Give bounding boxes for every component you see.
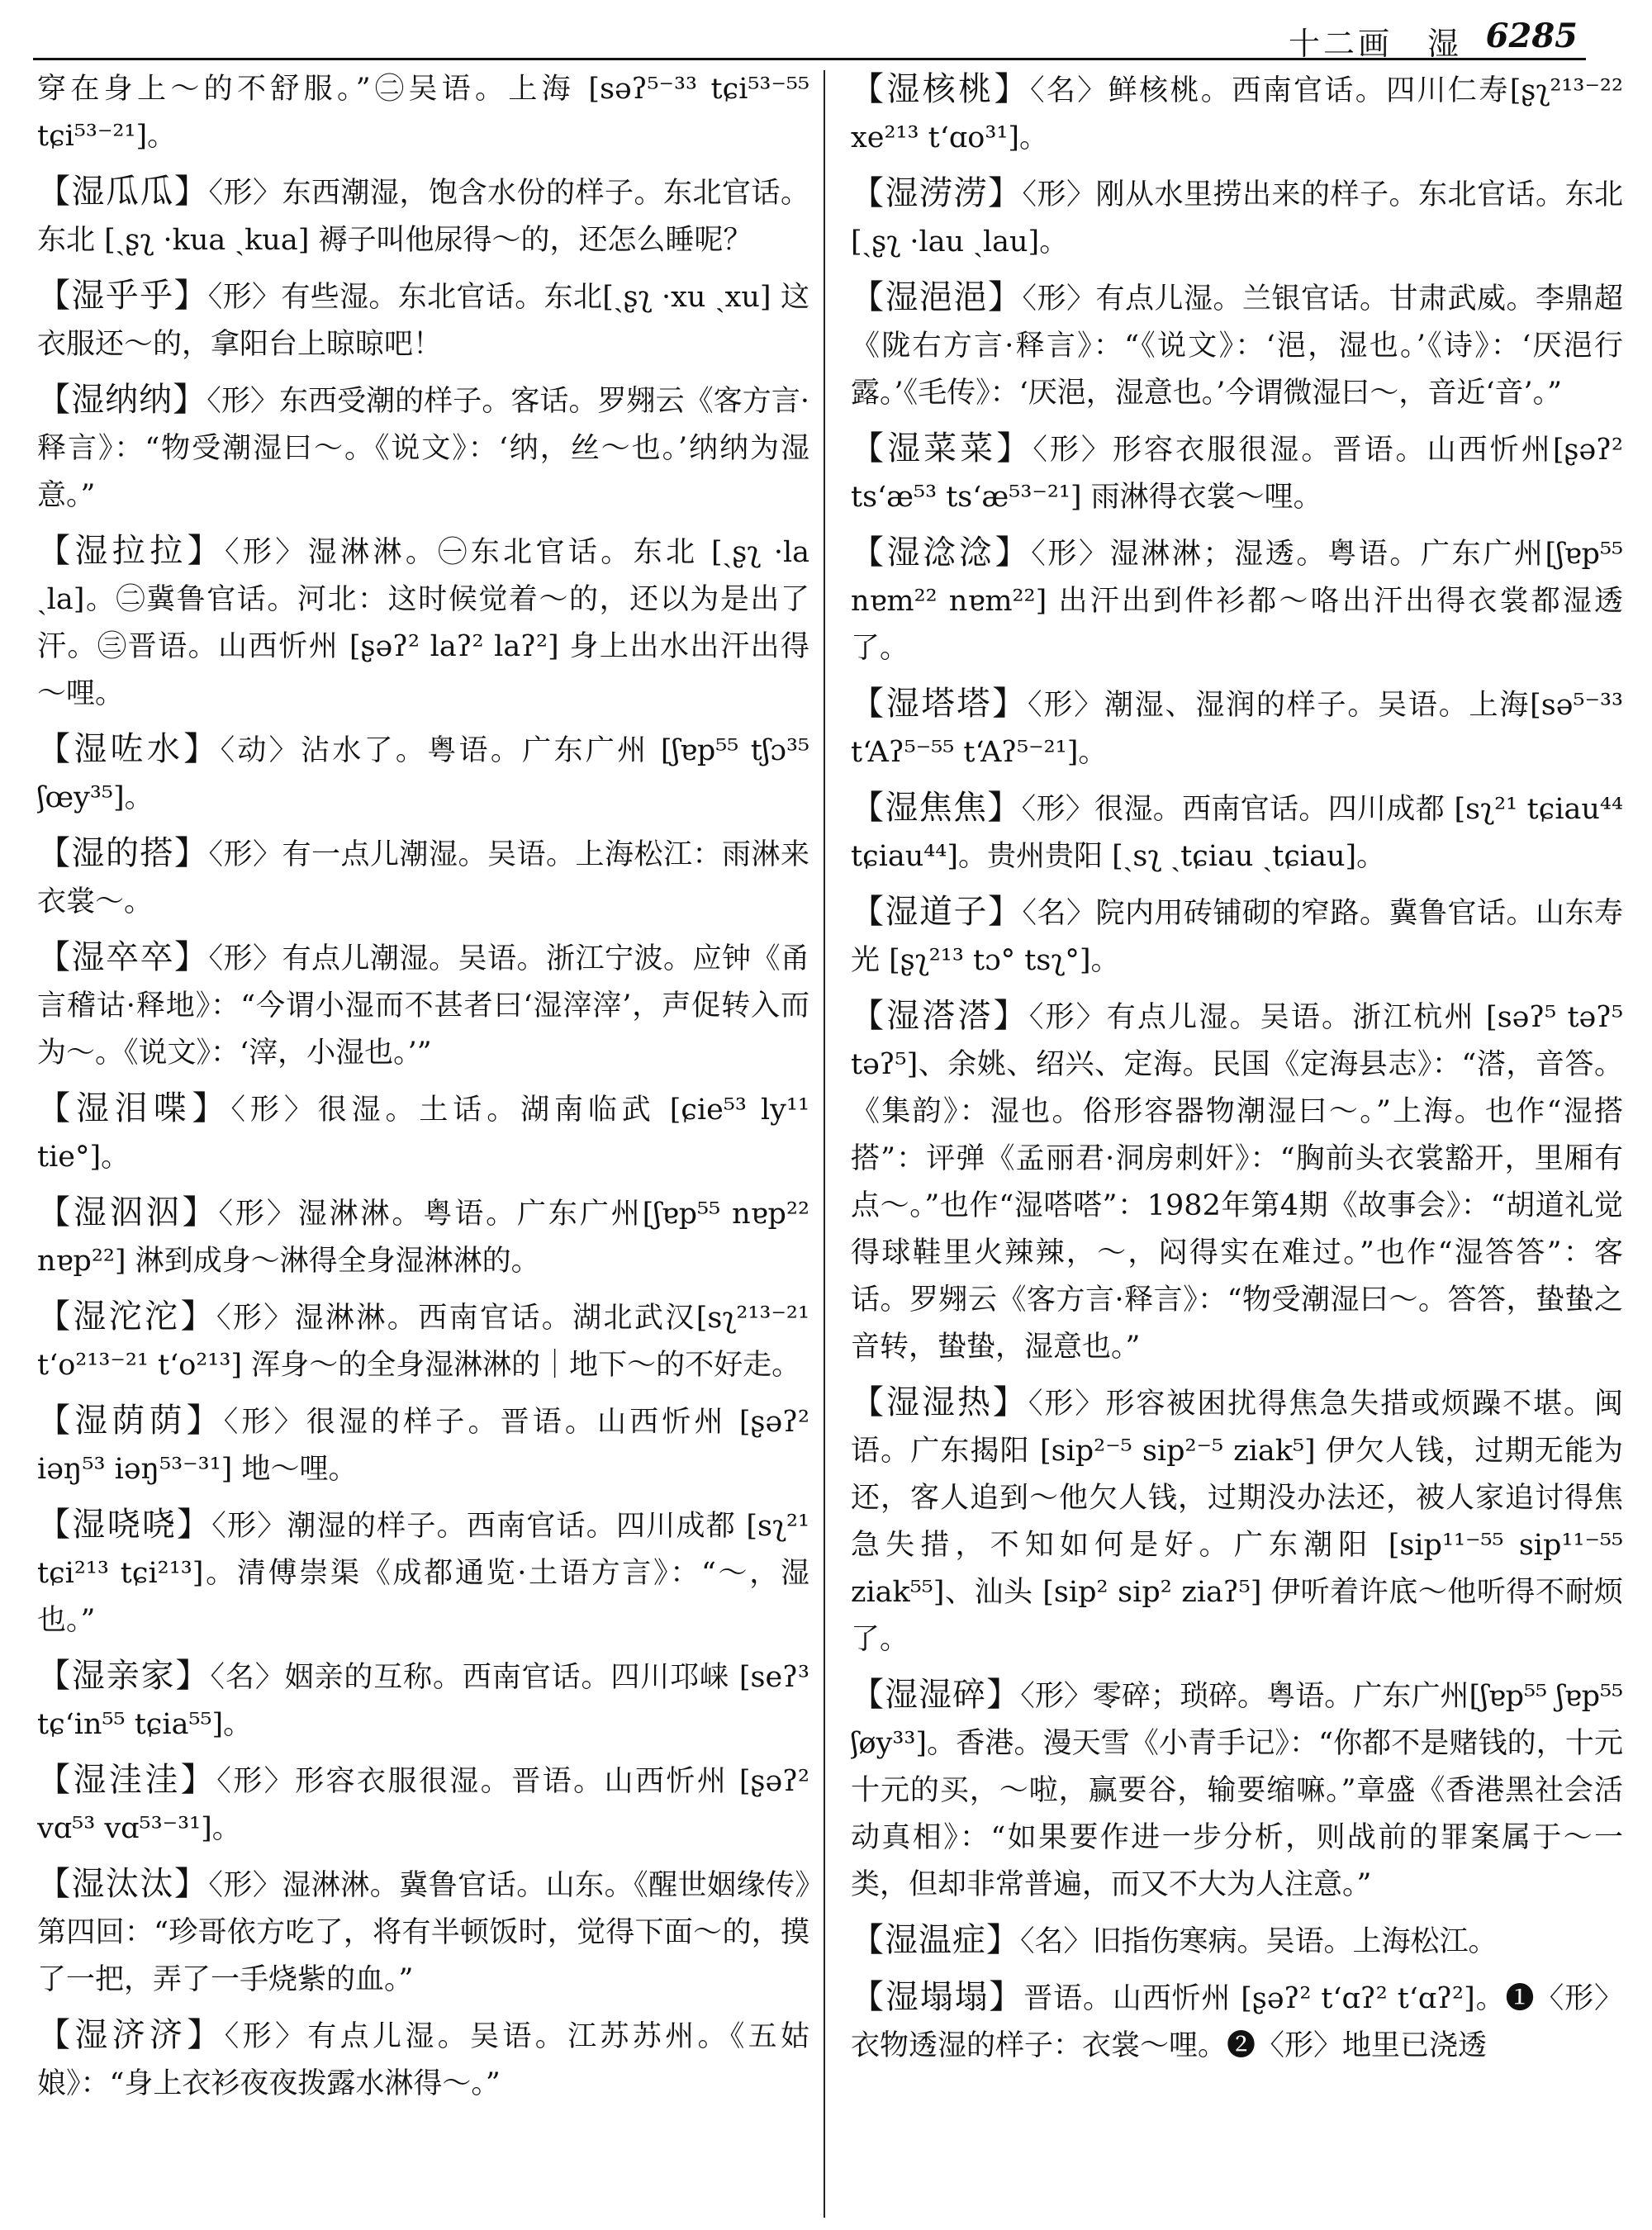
entry-definition: 〈形〉形容衣服很湿。晋语。山西忻州[ʂəʔ² ts‘æ⁵³ ts‘æ⁵³⁻²¹] 雨淋得衣裳～哩。 <box>851 434 1623 514</box>
dictionary-entry <box>851 66 1623 162</box>
dictionary-entry <box>37 1502 809 1644</box>
entry-headword: 【 湿泅泅 】 <box>37 1193 219 1231</box>
dictionary-entry <box>851 681 1623 776</box>
dictionary-entry <box>37 273 809 368</box>
entry-headword: 【 湿焦焦 】 <box>851 789 1022 827</box>
dictionary-entry <box>851 1379 1623 1663</box>
page-header <box>33 17 1586 60</box>
entry-headword: 【 湿道子 】 <box>851 893 1023 931</box>
entry-definition: 〈形〉湿淋淋。粤语。广东广州[ʃɐp⁵⁵ nɐp²² nɐp²²] 淋到成身～淋得全身湿淋淋的。 <box>37 1198 809 1278</box>
entry-headword: 【 湿菜菜 】 <box>851 429 1032 467</box>
entry-definition: 〈形〉有点儿湿。吴语。江苏苏州。《五姑娘》：“身上衣衫夜夜拨露水淋得～。” <box>37 2020 809 2100</box>
entry-headword: 【 湿咗水 】 <box>37 730 221 768</box>
entry-headword: 【 湿核桃 】 <box>851 70 1030 108</box>
entry-definition: 〈形〉有点儿湿。吴语。浙江杭州 [səʔ⁵ təʔ⁵ təʔ⁵]、余姚、绍兴、定海。民国《定海县志》：“溚，音答。《集韵》：湿也。俗形容器物潮湿曰～。”上海。也作“湿搭搭”：评弹《孟丽君·洞房刺奸》：“胸前头衣裳豁开，里厢有点～。”也作“湿嗒嗒”：1982年第4期《故事会》：“胡道礼觉得球鞋里火辣辣，～，闷得实在难过。”也作“湿答答”：客话。罗翙云《客方言·释言》：“物受潮湿曰～。答答，蛰蛰之音转，蛰蛰，湿意也。” <box>851 1001 1623 1364</box>
dictionary-entry <box>37 1397 809 1493</box>
entry-headword: 【 湿瓜瓜 】 <box>37 173 209 211</box>
entry-headword: 【 湿洼洼 】 <box>37 1761 216 1799</box>
dictionary-entry <box>851 1672 1623 1909</box>
entry-definition: 〈动〉沾水了。粤语。广东广州 [ʃɐp⁵⁵ tʃɔ³⁵ ʃœy³⁵]。 <box>37 734 809 814</box>
entry-headword: 【 湿湿碎 】 <box>851 1676 1020 1714</box>
left-column <box>37 66 809 2230</box>
entry-definition: 〈形〉有点儿潮湿。吴语。浙江宁波。应钟《甬言稽诂·释地》：“今谓小湿而不甚者曰‘湿滓滓’，声促转入而为～。《说文》：‘滓，小湿也。’” <box>37 942 809 1070</box>
entry-headword: 【 湿溚溚 】 <box>851 997 1029 1035</box>
entry-headword: 【 湿浥浥 】 <box>851 278 1023 316</box>
entry-definition: 〈形〉形容衣服很湿。晋语。山西忻州 [ʂəʔ² vɑ⁵³ vɑ⁵³⁻³¹]。 <box>37 1765 809 1845</box>
dictionary-entry <box>851 529 1623 672</box>
dictionary-entry <box>37 1189 809 1285</box>
dictionary-entry <box>37 1085 809 1181</box>
page-number: 6285 <box>1485 17 1578 55</box>
dictionary-entry <box>851 993 1623 1371</box>
entry-definition: 穿在身上～的不舒服。”㊁吴语。上海 [səʔ⁵⁻³³ tɕi⁵³⁻⁵⁵ tɕi⁵³⁻²¹]。 <box>37 73 809 153</box>
dictionary-entry <box>851 170 1623 266</box>
entry-headword: 【 湿沱沱 】 <box>37 1298 216 1336</box>
entry-headword: 【 湿拉拉 】 <box>37 532 225 570</box>
dictionary-entry <box>37 934 809 1077</box>
entry-definition: 〈名〉鲜核桃。西南官话。四川仁寿[ʂʅ²¹³⁻²² xe²¹³ t‘ɑo³¹]。 <box>851 74 1623 154</box>
entry-definition: 〈形〉湿淋淋。㊀东北官话。东北 [ˏʂʅ ·la ˏla]。㊁冀鲁官话。河北：这时候觉着～的，还以为是出了汗。㊂晋语。山西忻州 [ʂəʔ² laʔ² laʔ²] 身上出水出汗出得～哩。 <box>37 536 809 710</box>
entry-definition: 〈形〉潮湿的样子。西南官话。四川成都 [sʅ²¹ tɕi²¹³ tɕi²¹³]。清傅崇渠《成都通览·土语方言》：“～，湿也。” <box>37 1510 809 1637</box>
section-title: 十二画 湿 <box>1288 26 1462 62</box>
dictionary-entry <box>37 2012 809 2108</box>
dictionary-entry <box>37 1757 809 1853</box>
entry-headword: 【 湿淰淰 】 <box>851 534 1031 572</box>
entry-headword: 【 湿亲家 】 <box>37 1657 210 1695</box>
entry-definition: 〈名〉院内用砖铺砌的窄路。冀鲁官话。山东寿光 [ʂʅ²¹³ tɔ° tsʅ°]。 <box>851 897 1623 977</box>
dictionary-entry <box>851 1974 1623 2070</box>
dictionary-entry <box>851 785 1623 880</box>
entry-definition: 〈形〉形容被困扰得焦急失措或烦躁不堪。闽语。广东揭阳 [sip²⁻⁵ sip²⁻⁵ ziak⁵] 伊欠人钱，过期无能为还，客人追到～他欠人钱，过期没办法还，被人家追讨得焦急失措，不知如何是好。广东潮阳 [sip¹¹⁻⁵⁵ sip¹¹⁻⁵⁵ ziak⁵⁵]、汕头 [sip² sip² ziaʔ⁵] 伊听着许底～他听得不耐烦了。 <box>851 1388 1623 1656</box>
entry-definition: 〈形〉湿淋淋。西南官话。湖北武汉[sʅ²¹³⁻²¹ t‘o²¹³⁻²¹ t‘o²¹³] 浑身～的全身湿淋淋的｜地下～的不好走。 <box>37 1302 809 1382</box>
entry-headword: 【 湿温症 】 <box>851 1921 1020 1959</box>
dictionary-entry <box>37 726 809 822</box>
entry-definition: 晋语。山西忻州 [ʂəʔ² t‘ɑʔ² t‘ɑʔ²]。❶〈形〉衣物透湿的样子：衣裳～哩。❷〈形〉地里已浇透 <box>851 1982 1623 2062</box>
entry-headword: 【 湿卒卒 】 <box>37 938 209 976</box>
entry-headword: 【 湿乎乎 】 <box>37 277 208 315</box>
entry-headword: 【 湿塌塌 】 <box>851 1978 1023 2016</box>
entry-definition: 〈形〉有点儿湿。兰银官话。甘肃武威。李鼎超《陇右方言·释言》：“《说文》：‘浥，湿也。’《诗》：‘厌浥行露。’《毛传》：‘厌浥，湿意也。’今谓微湿曰～，音近‘音’。” <box>851 282 1623 410</box>
entry-definition: 〈形〉很湿。土话。湖南临武 [ɕie⁵³ ly¹¹ tie°]。 <box>37 1094 809 1174</box>
entry-definition: 〈名〉旧指伤寒病。吴语。上海松江。 <box>1020 1925 1498 1958</box>
entry-definition: 〈形〉湿淋淋。冀鲁官话。山东。《醒世姻缘传》第四回：“珍哥依方吃了，将有半顿饭时，觉得下面～的，摸了一把，弄了一手烧紫的血。” <box>37 1869 809 1996</box>
entry-headword: 【 湿纳纳 】 <box>37 381 206 419</box>
column-divider <box>824 70 825 2218</box>
entry-headword: 【 湿泪喋 】 <box>37 1089 231 1127</box>
entry-definition: 〈形〉湿淋淋；湿透。粤语。广东广州[ʃɐp⁵⁵ nɐm²² nɐm²²] 出汗出到件衫都～咯出汗出得衣裳都湿透了。 <box>851 538 1623 665</box>
entry-headword: 【 湿哓哓 】 <box>37 1506 211 1544</box>
entry-headword: 【 湿荫荫 】 <box>37 1402 224 1440</box>
entry-definition: 〈名〉姻亲的互称。西南官话。四川邛崃 [seʔ³ tɕ‘in⁵⁵ tɕia⁵⁵]。 <box>37 1661 809 1741</box>
dictionary-entry <box>851 274 1623 417</box>
entry-definition: 〈形〉东西潮湿，饱含水份的样子。东北官话。东北 [ˏʂʅ ·kua ˏkua] 褥子叫他尿得～的，还怎么睡呢？ <box>37 177 809 257</box>
dictionary-entry <box>851 1917 1623 1966</box>
entry-definition: 〈形〉刚从水里捞出来的样子。东北官话。东北 [ˏʂʅ ·lau ˏlau]。 <box>851 178 1623 259</box>
dictionary-entry <box>37 168 809 264</box>
entry-headword: 【 湿济济 】 <box>37 2016 225 2054</box>
dictionary-entry <box>37 66 809 160</box>
entry-definition: 〈形〉潮湿、湿润的样子。吴语。上海[sə⁵⁻³³ t‘Aʔ⁵⁻⁵⁵ t‘Aʔ⁵⁻²¹]。 <box>851 689 1623 769</box>
entry-definition: 〈形〉有些湿。东北官话。东北[ˏʂʅ ·xu ˏxu] 这衣服还～的，拿阳台上晾晾吧！ <box>37 281 809 361</box>
entry-definition: 〈形〉很湿的样子。晋语。山西忻州 [ʂəʔ² iəŋ⁵³ iəŋ⁵³⁻³¹] 地～哩。 <box>37 1406 809 1486</box>
entry-definition: 〈形〉零碎；琐碎。粤语。广东广州[ʃɐp⁵⁵ ʃɐp⁵⁵ ʃøy³³]。香港。漫天雪《小青手记》：“你都不是赌钱的，十元十元的买，～啦，赢要谷，输要缩嘛。”章盛《香港黑社会活动真相》：“如果要作进一步分析，则战前的罪案属于～一类，但却非常普遍，而又不大为人注意。” <box>851 1680 1623 1901</box>
dictionary-entry <box>37 830 809 926</box>
entry-definition: 〈形〉东西受潮的样子。客话。罗翙云《客方言·释言》：“物受潮湿曰～。《说文》：‘纳，丝～也。’纳纳为湿意。” <box>37 385 809 512</box>
dictionary-entry <box>37 1653 809 1748</box>
entry-headword: 【 湿的搭 】 <box>37 834 209 872</box>
entry-definition: 〈形〉很湿。西南官话。四川成都 [sʅ²¹ tɕiau⁴⁴ tɕiau⁴⁴]。贵州贵阳 [ˏsʅ ˏtɕiau ˏtɕiau]。 <box>851 793 1623 873</box>
entry-headword: 【 湿湿热 】 <box>851 1383 1028 1421</box>
entry-definition: 〈形〉有一点儿潮湿。吴语。上海松江：雨淋来衣裳～。 <box>37 838 809 918</box>
dictionary-entry <box>851 425 1623 521</box>
dictionary-entry <box>37 1861 809 2004</box>
dictionary-entry <box>37 377 809 520</box>
dictionary-entry <box>851 889 1623 985</box>
right-column <box>851 66 1623 2230</box>
entry-headword: 【 湿塔塔 】 <box>851 685 1028 723</box>
dictionary-entry <box>37 1293 809 1389</box>
dictionary-entry <box>37 528 809 718</box>
entry-headword: 【 湿汰汰 】 <box>37 1865 208 1903</box>
entry-headword: 【 湿涝涝 】 <box>851 174 1023 212</box>
